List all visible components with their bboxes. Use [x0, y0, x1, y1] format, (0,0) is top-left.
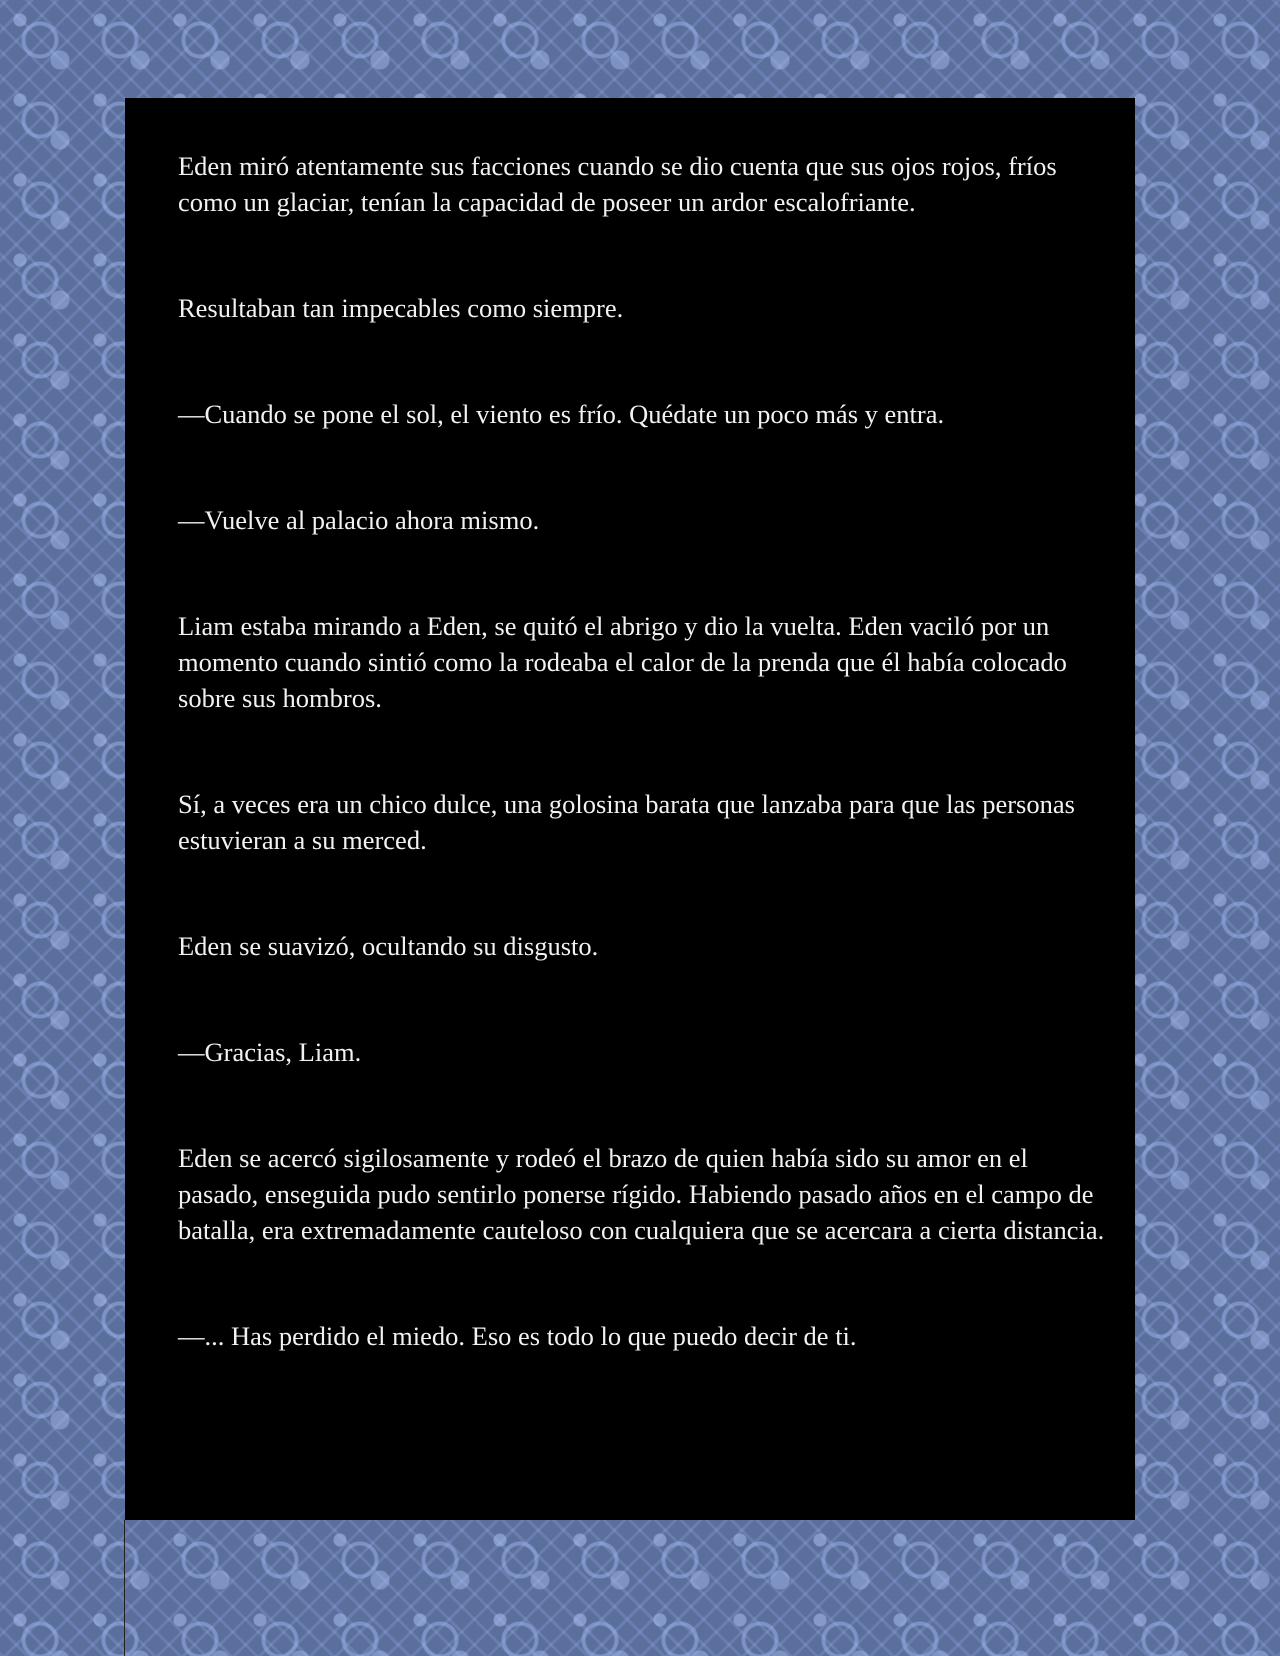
- paragraph-10: —... Has perdido el miedo. Eso es todo lo que puedo decir de ti.: [178, 1321, 857, 1351]
- paragraph-7: Eden se suavizó, ocultando su disgusto.: [178, 931, 599, 961]
- paragraph-9: Eden se acercó sigilosamente y rodeó el brazo de quien había sido su amor en el pasado, enseguida pudo sentirlo ponerse rígido. Habiendo pasado años en el campo de batalla, era extremadamente cauteloso con cualquiera que se acercara a cierta distancia.: [178, 1143, 1105, 1245]
- paragraph-1: Eden miró atentamente sus facciones cuando se dio cuenta que sus ojos rojos, fríos como un glaciar, tenían la capacidad de poseer un ardor escalofriante.: [178, 151, 1057, 217]
- paragraph-2: Resultaban tan impecables como siempre.: [178, 293, 624, 323]
- paragraph-5: Liam estaba mirando a Eden, se quitó el abrigo y dio la vuelta. Eden vaciló por un momento cuando sintió como la rodeaba el calor de la prenda que él había colocado sobre sus hombros.: [178, 611, 1067, 713]
- story-text-panel: [125, 98, 1135, 1520]
- paragraph-8: —Gracias, Liam.: [178, 1037, 362, 1067]
- paragraph-6: Sí, a veces era un chico dulce, una golosina barata que lanzaba para que las personas estuvieran a su merced.: [178, 789, 1075, 855]
- paragraph-4: —Vuelve al palacio ahora mismo.: [178, 505, 540, 535]
- left-border-line: [124, 1520, 125, 1656]
- paragraph-3: —Cuando se pone el sol, el viento es frío. Quédate un poco más y entra.: [178, 399, 945, 429]
